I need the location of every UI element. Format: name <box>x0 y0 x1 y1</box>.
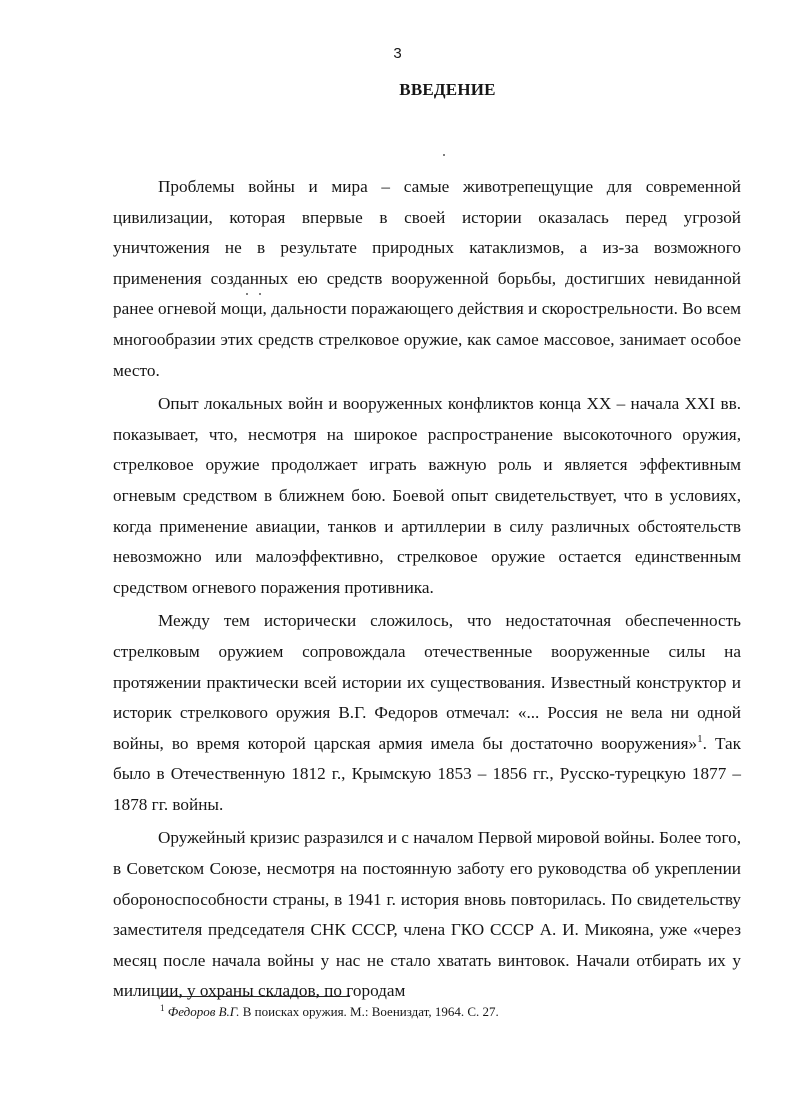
scan-speck <box>246 293 248 295</box>
paragraph-4: Оружейный кризис разразился и с началом Первой мировой войны. Более того, в Советском Союзе, несмотря на постоянную заботу его руководства об укреплении обороноспособности страны, в 1941 г. история вновь повторилась. По свидетельству заместителя председателя СНК СССР, члена ГКО СССР А. И. Микояна, уже «через месяц после начала войны у нас не стало хватать винтовок. Начали отбирать их у милиции, у охраны складов, по городам <box>113 828 741 1001</box>
body-text <box>113 172 741 1007</box>
paragraph-1: Проблемы войны и мира – самые животрепещущие для современной цивилизации, которая впервые в своей истории оказалась перед угрозой уничтожения не в результате природных катаклизмов, а из-за возможного применения созданных ею средств вооруженной борьбы, достигших невиданной ранее огневой мощи, дальности поражающего действия и скорострельности. Во всем многообразии этих средств стрелковое оружие, как самое массовое, занимает особое место. <box>113 177 741 380</box>
footnote-reference: 1 <box>697 732 703 745</box>
paragraph-3-text: Между тем исторически сложилось, что недостаточная обеспеченность стрелковым оружием сопровождала отечественные вооруженные силы на протяжении практически всей истории их существования. Известный конструктор и историк стрелкового оружия В.Г. Федоров отмечал: «... Россия не вела ни одной войны, во время которой царская армия имела бы достаточно вооружения» <box>113 611 741 753</box>
page-title: ВВЕДЕНИЕ <box>399 80 496 99</box>
footnote-marker: 1 <box>160 1003 165 1013</box>
scan-speck <box>443 154 445 156</box>
paragraph-3 <box>113 606 741 820</box>
footnote <box>160 1003 720 1021</box>
paragraph-3-continuation: . Так было в Отечественную 1812 г., Крымскую 1853 – 1856 гг., Русско-турецкую 1877 – 1878 гг. войны. <box>113 733 741 814</box>
footnote-separator <box>160 996 350 997</box>
page-number: 3 <box>393 45 402 62</box>
footnote-author: Федоров В.Г. <box>167 1004 240 1019</box>
footnote-text: В поисках оружия. М.: Воениздат, 1964. С. 27. <box>239 1004 499 1019</box>
scan-speck <box>259 293 261 295</box>
paragraph-2: Опыт локальных войн и вооруженных конфликтов конца XX – начала XXI вв. показывает, что, несмотря на широкое распространение высокоточного оружия, стрелковое оружие продолжает играть важную роль и является эффективным огневым средством в ближнем бою. Боевой опыт свидетельствует, что в условиях, когда применение авиации, танков и артиллерии в силу различных обстоятельств невозможно или малоэффективно, стрелковое оружие остается единственным средством огневого поражения противника. <box>113 394 741 597</box>
